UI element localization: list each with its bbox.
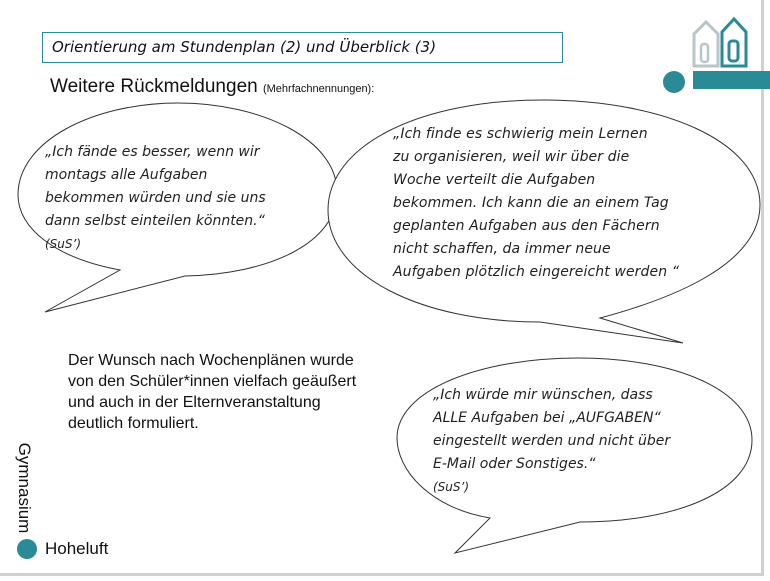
quote-1-source: (SuS’) bbox=[45, 237, 82, 251]
slide-title: Orientierung am Stundenplan (2) und Überblick (3) bbox=[42, 32, 563, 63]
school-dot-icon bbox=[17, 539, 37, 559]
school-type-label bbox=[9, 442, 39, 534]
subtitle-text: Weitere Rückmeldungen bbox=[50, 76, 258, 97]
body-text: Der Wunsch nach Wochenplänen wurde von den Schüler*innen vielfach geäußert und auch in der Elternveranstaltung deutlich formuliert. bbox=[68, 352, 357, 432]
quote-3 bbox=[433, 384, 733, 499]
quote-2-text: „Ich finde es schwierig mein Lernen zu organisieren, weil wir über die Woche verteilt die Aufgaben bekommen. Ich kann die an einem Tag geplanten Aufgaben aus den Fächern nicht schaffen, da immer neue Aufgaben plötzlich eingereicht werden “ bbox=[393, 126, 680, 280]
school-type-text: Gymnasium bbox=[15, 442, 34, 534]
quote-1 bbox=[45, 141, 315, 256]
quote-2 bbox=[393, 123, 723, 284]
school-name: Hoheluft bbox=[45, 539, 109, 558]
quote-3-text: „Ich würde mir wünschen, dass ALLE Aufgaben bei „AUFGABEN“ eingestellt werden und nicht über E-Mail oder Sonstiges.“ bbox=[433, 387, 671, 472]
quote-3-source: (SuS’) bbox=[433, 480, 470, 494]
subtitle-note: (Mehrfachnennungen): bbox=[262, 83, 375, 95]
quote-1-text: „Ich fände es besser, wenn wir montags alle Aufgaben bekommen würden und sie uns dann selbst einteilen könnten.“ bbox=[45, 144, 266, 229]
